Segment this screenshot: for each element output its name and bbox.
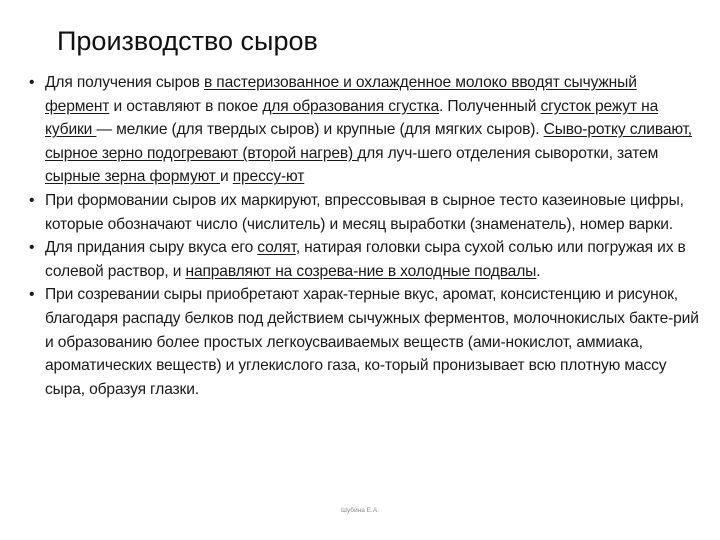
underlined-text: прессу-ют	[232, 168, 305, 186]
text-span: и	[219, 168, 233, 186]
underlined-text: солят	[257, 239, 296, 257]
text-span: Для придания сыру вкуса его	[45, 239, 258, 257]
text-span: и оставляют в покое	[109, 97, 263, 115]
underlined-text: в пастеризованное и охлажденное молоко вводят сычужный фермент	[45, 74, 637, 115]
bullet-item-cheese-production-steps	[28, 71, 700, 189]
text-span: При формовании сыров их маркируют, впрессовывая в сырное тесто казеиновые цифры, которые обозначают число (числитель) и месяц выработки (знаменатель), номер варки.	[45, 191, 684, 233]
underlined-text: направляют на созрева-ние в холодные подвалы	[185, 262, 537, 280]
underlined-text: сырные зерна формуют	[45, 168, 220, 186]
slide-title: Производство сыров	[57, 26, 318, 56]
text-span: — мелкие (для твердых сыров) и крупные (для мягких сыров).	[96, 121, 544, 139]
text-span: , натирая головки сыра сухой солью или погружая их в солевой раствор, и	[45, 239, 686, 280]
text-span: .	[536, 262, 541, 280]
underlined-text: Сыво-ротку сливают, сырное зерно подогревают (второй нагрев)	[45, 121, 692, 162]
bullet-list	[28, 71, 700, 401]
text-span: для луч-шего отделения сыворотки, затем	[357, 144, 659, 162]
bullet-item-marking	[28, 189, 700, 236]
slide-footer: Шубина Е.А.	[341, 507, 379, 514]
bullet-item-ripening	[28, 283, 700, 401]
text-span: . Полученный	[439, 97, 541, 115]
text-span: Для получения сыров	[45, 74, 204, 91]
underlined-text: для образования сгустка	[262, 97, 440, 115]
bullet-item-salting	[28, 236, 700, 283]
text-span: При созревании сыры приобретают харак-терные вкус, аромат, консистенцию и рисунок, благодаря распаду белков под действием сычужных ферментов, молочнокислых бакте-рий и образованию более простых легкоусваиваемых веществ (ами-нокислот, аммиака, ароматических веществ) и углекислого газа, ко-торый пронизывает всю плотную массу сыра, образуя глазки.	[45, 286, 699, 398]
underlined-text: сгусток режут на кубики	[45, 97, 659, 139]
